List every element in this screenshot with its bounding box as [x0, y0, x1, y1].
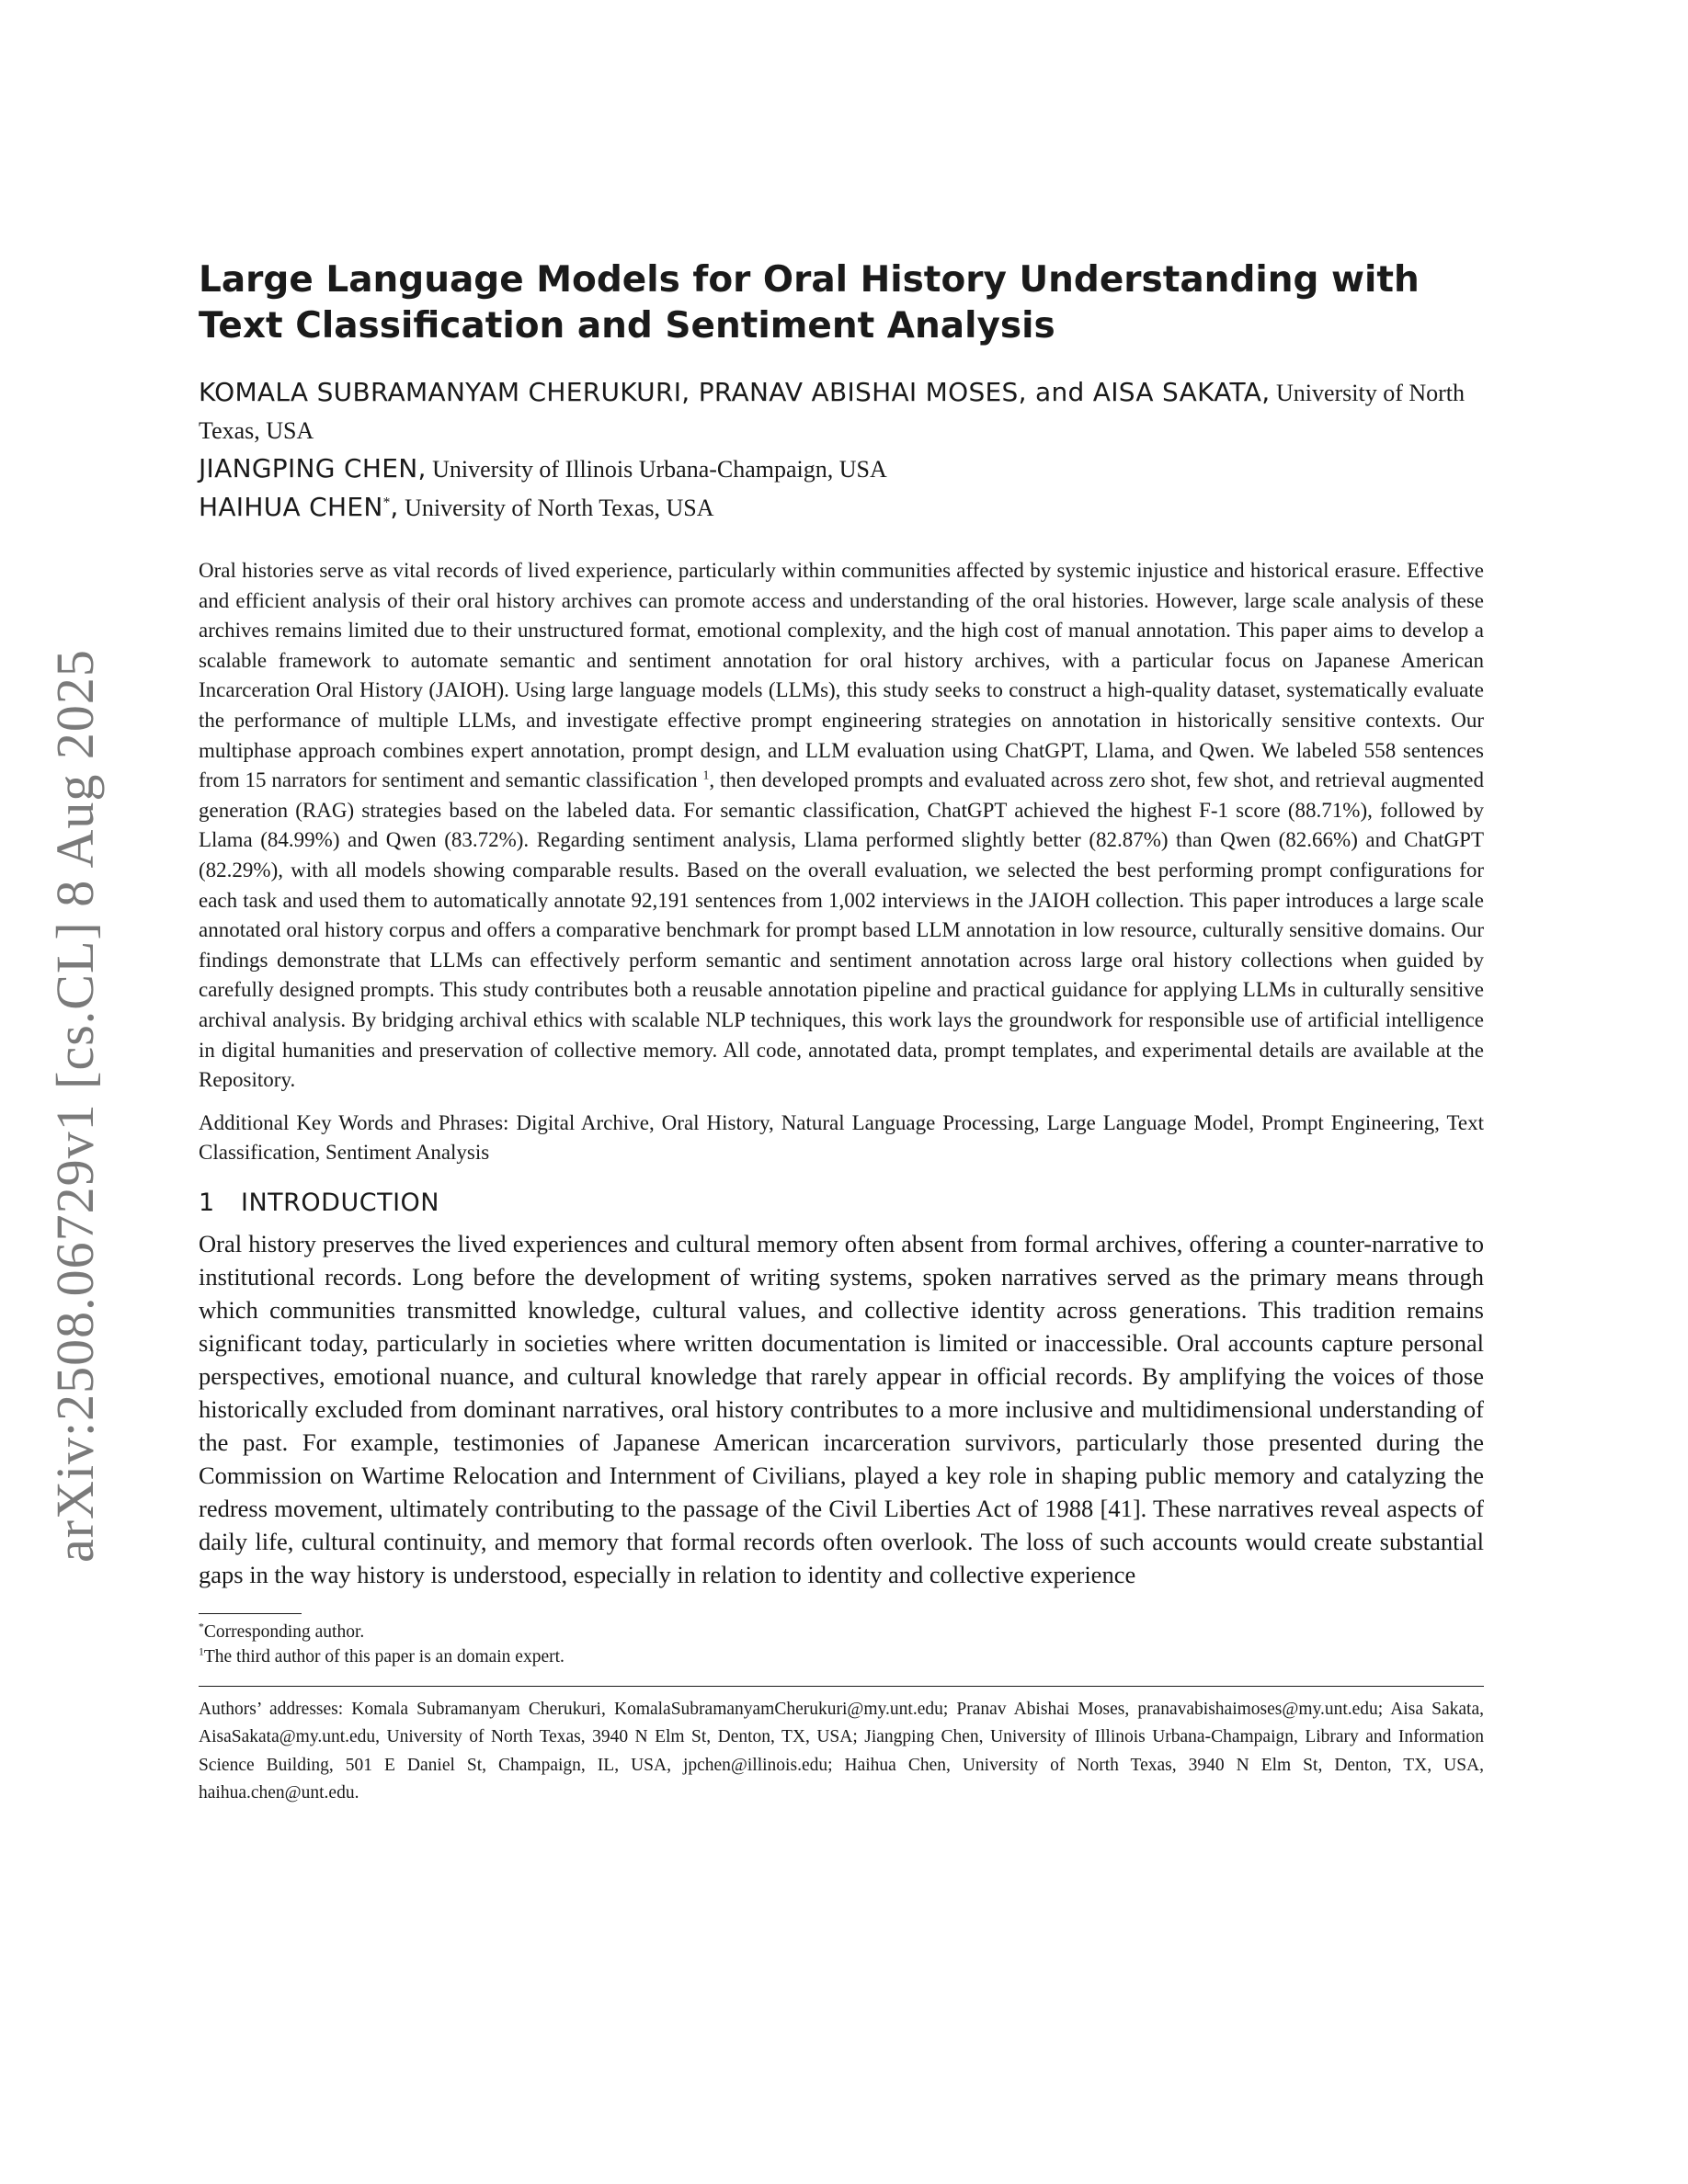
author-addresses: Authors’ addresses: Komala Subramanyam Cherukuri, KomalaSubramanyamCherukuri@my.unt.edu; Pranav Abishai Moses, pranavabishaimoses@my.unt.edu; Aisa Sakata, AisaSakata@my.unt.edu, University of North Texas, 3940 N Elm St, Denton, TX, USA; Jiangping Chen, University of Illinois Urbana-Champaign, Library and Information Science Building, 501 E Daniel St, Champaign, IL, USA, jpchen@illinois.edu; Haihua Chen, University of North Texas, 3940 N Elm St, Denton, TX, USA, haihua.chen@unt.edu.	[199, 1699, 1484, 1803]
footnote-divider	[199, 1613, 302, 1614]
footnote-mark: 1	[199, 1645, 204, 1658]
footnote-mark: *	[199, 1621, 204, 1633]
footnote-domain-expert	[199, 1644, 1484, 1669]
author-comma-3: ,	[390, 492, 399, 522]
paper-first-page	[199, 257, 1484, 1808]
section-number: 1	[199, 1188, 215, 1217]
introduction-paragraph: Oral history preserves the lived experiences and cultural memory often absent from formal archives, offering a counter-narrative to institutional records. Long before the development of writing systems, spoken narratives served as the primary means through which communities transmitted knowledge, cultural values, and collective identity across generations. This tradition remains significant today, particularly in societies where written documentation is limited or inaccessible. Oral accounts capture personal perspectives, emotional nuance, and cultural knowledge that rarely appear in official records. By amplifying the voices of those historically excluded from dominant narratives, oral history contributes to a more inclusive and multidimensional understanding of the past. For example, testimonies of Japanese American incarceration survivors, particularly those presented during the Commission on Wartime Relocation and Internment of Civilians, played a key role in shaping public memory and catalyzing the redress movement, ultimately contributing to the passage of the Civil Liberties Act of 1988 [41]. These narratives reveal aspects of daily life, cultural continuity, and memory that formal records often overlook. The loss of such accounts would create substantial gaps in the way history is understood, especially in relation to identity and collective experience	[199, 1229, 1484, 1588]
address-divider	[199, 1686, 1484, 1687]
author-block	[199, 373, 1484, 527]
footnote-corresponding	[199, 1620, 1484, 1644]
footnote-text: Corresponding author.	[203, 1621, 365, 1642]
author-line-2	[199, 449, 1484, 488]
abstract-part-2: , then developed prompts and evaluated across zero shot, few shot, and retrieval augmented generation (RAG) strategies based on the labeled data. For semantic classification, ChatGPT achieved the highest F-1 score (88.71%), followed by Llama (84.99%) and Qwen (83.72%). Regarding sentiment analysis, Llama performed slightly better (82.87%) than Qwen (82.66%) and ChatGPT (82.29%), with all models showing comparable results. Based on the overall evaluation, we selected the best performing prompt configurations for each task and used them to automatically annotate 92,191 sentences from 1,002 interviews in the JAIOH collection. This paper introduces a large scale annotated oral history corpus and offers a comparative benchmark for prompt based LLM annotation in low resource, culturally sensitive domains. Our findings demonstrate that LLMs can effectively perform semantic and sentiment annotation across large oral history collections when guided by carefully designed prompts. This study contributes both a reusable annotation pipeline and practical guidance for applying LLMs in culturally sensitive archival analysis. By bridging archival ethics with scalable NLP techniques, this work lays the groundwork for responsible use of artificial intelligence in digital humanities and preservation of collective memory. All code, annotated data, prompt templates, and experimental details are available at the Repository.	[199, 768, 1484, 1092]
abstract-footnote-mark: 1	[702, 768, 710, 782]
author-names-3: HAIHUA CHEN	[199, 492, 383, 522]
abstract-part-1: Oral histories serve as vital records of lived experience, particularly within communities affected by systemic injustice and historical erasure. Effective and efficient analysis of their oral history archives can promote access and understanding of the oral histories. However, large scale analysis of these archives remains limited due to their unstructured format, emotional complexity, and the high cost of manual annotation. This paper aims to develop a scalable framework to automate semantic and sentiment annotation for oral history archives, with a particular focus on Japanese American Incarceration Oral History (JAIOH). Using large language models (LLMs), this study seeks to construct a high-quality dataset, systematically evaluate the performance of multiple LLMs, and investigate effective prompt engineering strategies on annotation in historically sensitive contexts. Our multiphase approach combines expert annotation, prompt design, and LLM evaluation using ChatGPT, Llama, and Qwen. We labeled 558 sentences from 15 narrators for sentiment and semantic classification	[199, 559, 1484, 792]
corresponding-author-mark: *	[382, 495, 391, 511]
author-line-3	[199, 488, 1484, 527]
arxiv-identifier-stamp: arXiv:2508.06729v1 [cs.CL] 8 Aug 2025	[45, 649, 105, 1563]
keywords: Additional Key Words and Phrases: Digital Archive, Oral History, Natural Language Processing, Large Language Model, Prompt Engineering, Text Classification, Sentiment Analysis	[199, 1110, 1484, 1165]
author-line-1	[199, 373, 1484, 449]
author-affiliation-1: University of North Texas, USA	[199, 380, 1466, 444]
author-affiliation-2: University of Illinois Urbana-Champaign, USA	[426, 456, 887, 483]
author-affiliation-3: University of North Texas, USA	[398, 495, 714, 521]
abstract	[199, 556, 1484, 1096]
author-names-1: KOMALA SUBRAMANYAM CHERUKURI, PRANAV ABISHAI MOSES, and AISA SAKATA,	[199, 377, 1271, 407]
section-heading-introduction	[199, 1187, 1484, 1220]
paper-title: Large Language Models for Oral History Understanding with Text Classification and Sentiment Analysis	[199, 259, 1420, 347]
author-names-2: JIANGPING CHEN,	[199, 453, 427, 483]
section-title: INTRODUCTION	[241, 1188, 439, 1217]
footnote-text: The third author of this paper is an domain expert.	[203, 1646, 565, 1666]
